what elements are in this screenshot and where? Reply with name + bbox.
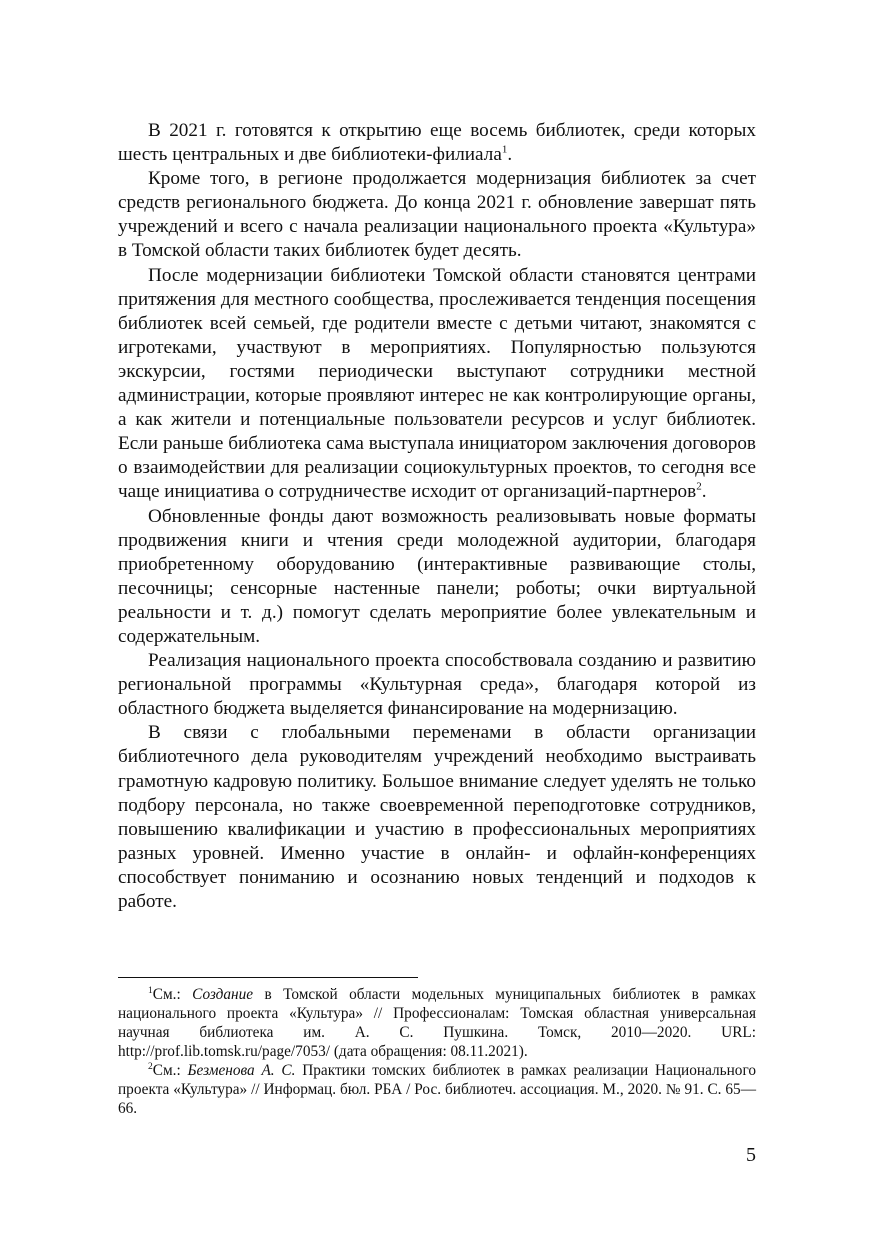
paragraph: Кроме того, в регионе продолжается модернизация библиотек за счет средств регионального бюджета. До конца 2021 г. обновление завершат пять учреждений и всего с начала реализации национального проекта «Культура» в Томской области таких библиотек будет десять. (118, 168, 756, 262)
paragraph: Реализация национального проекта способствовала созданию и развитию региональной программы «Культурная среда», благодаря которой из областного бюджета выделяется финансирование на модернизацию. (118, 650, 756, 720)
footnote: $^1$См.: Создание в Томской области модельных муниципальных библиотек в рамках национального проекта «Культура» // Профессионалам: Томская областная универсальная научная библиотека им. А. С. Пушкина. Томск, 2010—2020. URL: http://prof.lib.tomsk.ru/page/7053/ (дата обращения: 08.11.2021). (118, 985, 756, 1060)
paragraph: В 2021 г. готовятся к открытию еще восемь библиотек, среди которых шесть центральных и две библиотеки-филиала$^1$. (118, 120, 756, 166)
footnote: $^2$См.: Безменова А. С. Практики томских библиотек в рамках реализации Национального проекта «Культура» // Информац. бюл. РБА / Рос. библиотеч. ассоциация. М., 2020. № 91. С. 65—66. (118, 1061, 756, 1117)
footnote-author: Безменова А. С. (187, 1062, 296, 1079)
paragraph: В связи с глобальными переменами в области организации библиотечного дела руководителям учреждений необходимо выстраивать грамотную кадровую политику. Большое внимание следует уделять не только подбору персонала, но также своевременной переподготовке сотрудников, повышению квалификации и участию в профессиональных мероприятиях разных уровней. Именно участие в онлайн- и офлайн-конференциях способствует пониманию и осознанию новых тенденций и подходов к работе. (118, 722, 756, 912)
footnote-ref[interactable]: 1 (501, 143, 508, 156)
paragraph: Обновленные фонды дают возможность реализовывать новые форматы продвижения книги и чтения среди молодежной аудитории, благодаря приобретенному оборудованию (интерактивные развивающие столы, песочницы; сенсорные настенные панели; роботы; очки виртуальной реальности и т. д.) помогут сделать мероприятие более увлекательным и содержательным. (118, 505, 756, 647)
footnote-title: Создание (192, 986, 254, 1003)
paragraph: После модернизации библиотеки Томской области становятся центрами притяжения для местного сообщества, прослеживается тенденция посещения библиотек всей семьей, где родители вместе с детьми читают, знакомятся с игротеками, участвуют в мероприятиях. Популярностью пользуются экскурсии, гостями периодически выступают сотрудники местной администрации, которые проявляют интерес не как контролирующие органы, а как жители и потенциальные пользователи ресурсов и услуг библиотек. Если раньше библиотека сама выступала инициатором заключения договоров о взаимодействии для реализации социокультурных проектов, то сегодня все чаще инициатива о сотрудничестве исходит от организаций-партнеров$^2$. (118, 264, 756, 503)
footnote-number: 1 (148, 985, 153, 996)
footnote-divider (118, 977, 418, 978)
page-number: 5 (746, 1144, 756, 1166)
main-text (118, 119, 756, 914)
footnotes (118, 985, 756, 1118)
footnote-number: 2 (148, 1061, 153, 1072)
footnote-ref[interactable]: 2 (696, 481, 702, 494)
